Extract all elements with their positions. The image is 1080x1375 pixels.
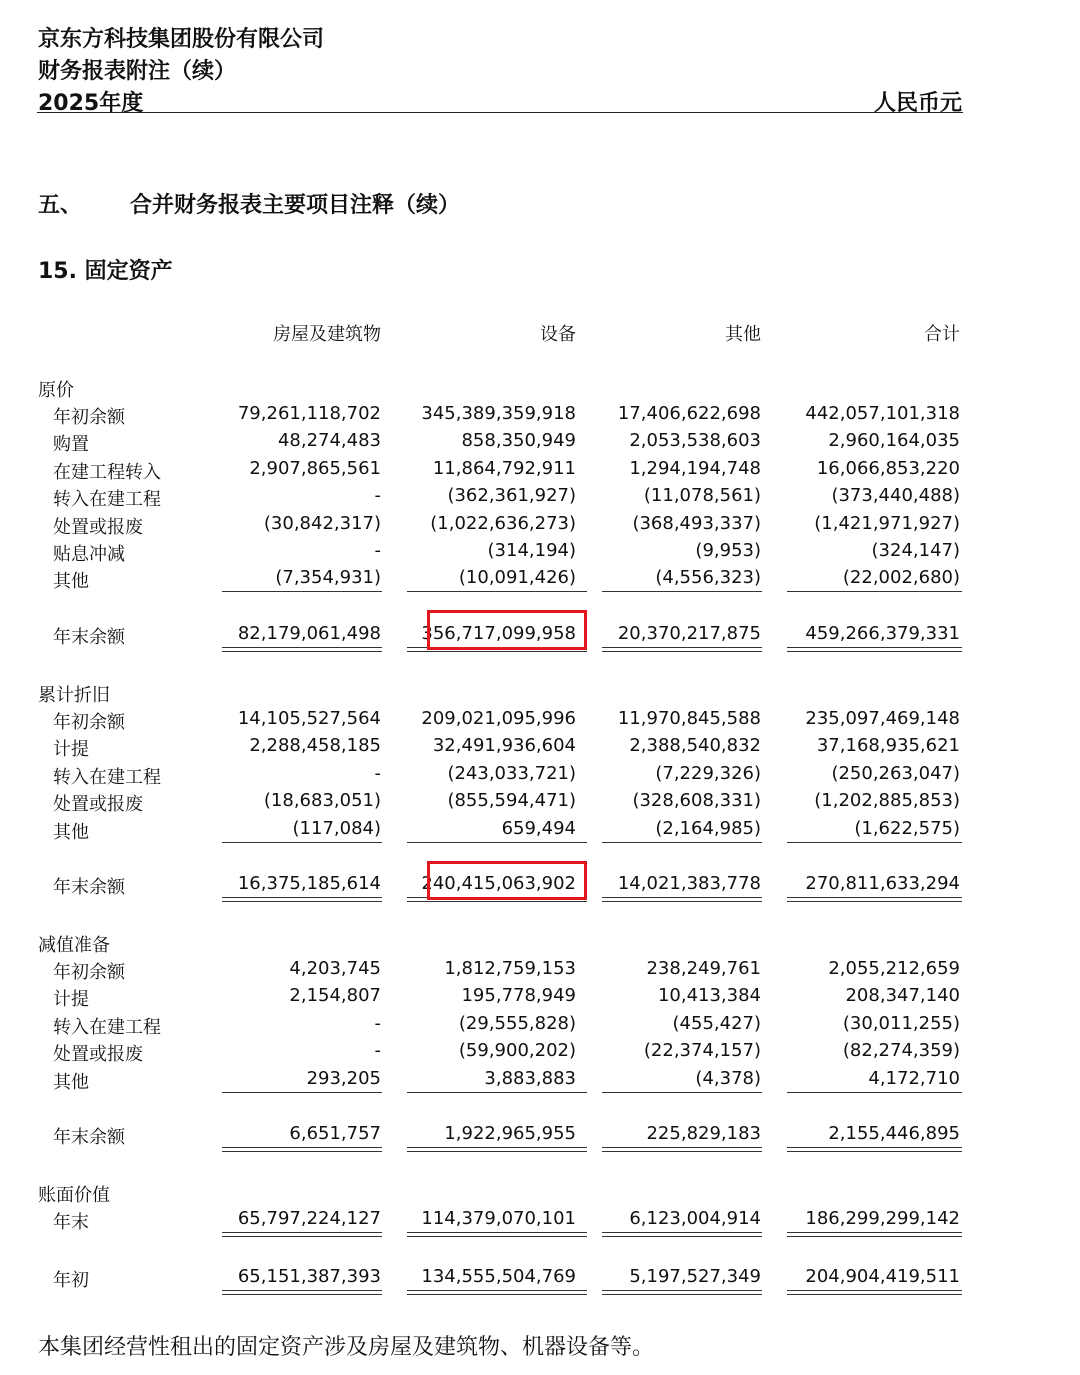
highlight-box-cost-equipment — [427, 610, 587, 650]
cell-equipment: 209,021,095,996 — [421, 708, 576, 729]
cell-equipment: 240,415,063,902 — [421, 873, 576, 894]
cell-other: (328,608,331) — [632, 790, 761, 811]
cell-total: (1,202,885,853) — [814, 790, 960, 811]
total-double-rule — [222, 1290, 382, 1295]
cell-buildings: 79,261,118,702 — [237, 403, 381, 424]
row-label: 处置或报废 — [53, 794, 143, 815]
total-double-rule — [787, 1290, 962, 1295]
company-name: 京东方科技集团股份有限公司 — [38, 27, 325, 52]
cell-other: 5,197,527,349 — [629, 1266, 761, 1287]
cell-total: (1,622,575) — [854, 818, 960, 839]
cell-equipment: (314,194) — [487, 540, 576, 561]
row-label: 其他 — [53, 571, 89, 592]
cell-other: (4,556,323) — [655, 567, 761, 588]
cell-other: (4,378) — [695, 1068, 761, 1089]
column-header-equipment: 设备 — [540, 324, 576, 345]
section-title: 合并财务报表主要项目注释（续） — [130, 193, 461, 218]
cell-other: 11,970,845,588 — [617, 708, 761, 729]
cell-total: 2,155,446,895 — [828, 1123, 960, 1144]
cell-total: 270,811,633,294 — [805, 873, 960, 894]
highlight-box-depreciation-equipment — [427, 861, 587, 900]
cell-other: 2,053,538,603 — [629, 430, 761, 451]
row-label: 计提 — [53, 739, 89, 760]
subtotal-rule — [602, 591, 762, 592]
cell-other: (455,427) — [672, 1013, 761, 1034]
cell-equipment: 858,350,949 — [461, 430, 576, 451]
total-double-rule — [407, 1147, 587, 1152]
subtotal-rule — [407, 842, 587, 843]
cell-total: (373,440,488) — [831, 485, 960, 506]
row-label: 年末 — [53, 1212, 89, 1233]
cell-total: 2,960,164,035 — [828, 430, 960, 451]
row-label: 转入在建工程 — [53, 767, 161, 788]
row-label: 年末余额 — [53, 877, 125, 898]
cell-equipment: (243,033,721) — [447, 763, 576, 784]
row-label: 年末余额 — [53, 1127, 125, 1148]
total-double-rule — [407, 1232, 587, 1237]
cell-equipment: (59,900,202) — [458, 1040, 576, 1061]
cell-total: (1,421,971,927) — [814, 513, 960, 534]
cell-buildings: 4,203,745 — [289, 958, 381, 979]
row-label: 转入在建工程 — [53, 1017, 161, 1038]
cell-other: 10,413,384 — [657, 985, 761, 1006]
subtotal-rule — [787, 1092, 962, 1093]
row-label: 年初余额 — [53, 712, 125, 733]
row-label: 购置 — [53, 434, 89, 455]
cell-buildings: - — [374, 763, 381, 784]
row-label: 其他 — [53, 1072, 89, 1093]
column-header-other: 其他 — [725, 324, 761, 345]
section-number: 五、 — [38, 193, 83, 218]
total-double-rule — [222, 897, 382, 902]
cell-buildings: (7,354,931) — [275, 567, 381, 588]
cell-total: 459,266,379,331 — [805, 623, 960, 644]
total-double-rule — [787, 647, 962, 652]
cell-other: (9,953) — [695, 540, 761, 561]
cell-buildings: 65,151,387,393 — [237, 1266, 381, 1287]
subtotal-rule — [222, 1092, 382, 1093]
row-label: 计提 — [53, 989, 89, 1010]
cell-buildings: 65,797,224,127 — [237, 1208, 381, 1229]
cell-equipment: 3,883,883 — [484, 1068, 576, 1089]
total-double-rule — [602, 1232, 762, 1237]
cell-other: (7,229,326) — [655, 763, 761, 784]
cell-other: 20,370,217,875 — [617, 623, 761, 644]
cell-buildings: (117,084) — [292, 818, 381, 839]
total-double-rule — [222, 1147, 382, 1152]
total-double-rule — [222, 647, 382, 652]
cell-equipment: 659,494 — [501, 818, 576, 839]
cell-buildings: - — [374, 1040, 381, 1061]
total-double-rule — [222, 1232, 382, 1237]
group-title-depreciation: 累计折旧 — [38, 685, 110, 706]
cell-total: 37,168,935,621 — [816, 735, 960, 756]
report-period: 2025年度 — [38, 91, 144, 116]
section-heading — [38, 188, 460, 219]
row-label: 转入在建工程 — [53, 489, 161, 510]
row-label: 在建工程转入 — [53, 462, 161, 483]
cell-other: (22,374,157) — [643, 1040, 761, 1061]
cell-total: (30,011,255) — [842, 1013, 960, 1034]
total-double-rule — [787, 1232, 962, 1237]
row-label: 其他 — [53, 822, 89, 843]
subtotal-rule — [407, 1092, 587, 1093]
cell-equipment: 1,922,965,955 — [444, 1123, 576, 1144]
subtotal-rule — [602, 1092, 762, 1093]
total-double-rule — [602, 1147, 762, 1152]
cell-total: (22,002,680) — [842, 567, 960, 588]
row-label: 年末余额 — [53, 627, 125, 648]
currency-unit: 人民币元 — [873, 91, 962, 116]
cell-other: 238,249,761 — [646, 958, 761, 979]
cell-buildings: 2,154,807 — [289, 985, 381, 1006]
row-label: 年初余额 — [53, 962, 125, 983]
cell-buildings: 293,205 — [306, 1068, 381, 1089]
row-label: 年初 — [53, 1270, 89, 1291]
group-title-book-value: 账面价值 — [38, 1185, 110, 1206]
cell-total: 186,299,299,142 — [805, 1208, 960, 1229]
cell-other: (11,078,561) — [643, 485, 761, 506]
total-double-rule — [787, 1147, 962, 1152]
cell-other: (368,493,337) — [632, 513, 761, 534]
total-double-rule — [602, 1290, 762, 1295]
subtotal-rule — [602, 842, 762, 843]
cell-equipment: 32,491,936,604 — [432, 735, 576, 756]
cell-buildings: - — [374, 540, 381, 561]
header-rule — [37, 112, 963, 113]
column-header-buildings: 房屋及建筑物 — [273, 324, 381, 345]
cell-other: 225,829,183 — [646, 1123, 761, 1144]
cell-equipment: (29,555,828) — [458, 1013, 576, 1034]
cell-other: (2,164,985) — [655, 818, 761, 839]
cell-other: 1,294,194,748 — [629, 458, 761, 479]
cell-total: 4,172,710 — [868, 1068, 960, 1089]
cell-total: 208,347,140 — [845, 985, 960, 1006]
row-label: 处置或报废 — [53, 517, 143, 538]
subtotal-rule — [222, 591, 382, 592]
cell-buildings: - — [374, 485, 381, 506]
cell-buildings: 82,179,061,498 — [237, 623, 381, 644]
cell-buildings: - — [374, 1013, 381, 1034]
cell-buildings: 2,907,865,561 — [249, 458, 381, 479]
cell-total: (324,147) — [871, 540, 960, 561]
cell-total: (82,274,359) — [842, 1040, 960, 1061]
cell-equipment: 11,864,792,911 — [432, 458, 576, 479]
column-header-total: 合计 — [924, 324, 960, 345]
total-double-rule — [407, 1290, 587, 1295]
cell-equipment: 195,778,949 — [461, 985, 576, 1006]
total-double-rule — [602, 647, 762, 652]
cell-equipment: 356,717,099,958 — [421, 623, 576, 644]
document-title: 财务报表附注（续） — [38, 59, 237, 84]
cell-other: 14,021,383,778 — [617, 873, 761, 894]
subsection-heading: 15. 固定资产 — [38, 259, 173, 284]
subtotal-rule — [787, 591, 962, 592]
cell-equipment: 134,555,504,769 — [421, 1266, 576, 1287]
cell-buildings: (18,683,051) — [263, 790, 381, 811]
cell-total: 16,066,853,220 — [816, 458, 960, 479]
row-label: 贴息冲减 — [53, 544, 125, 565]
subtotal-rule — [222, 842, 382, 843]
cell-equipment: (855,594,471) — [447, 790, 576, 811]
cell-total: 442,057,101,318 — [805, 403, 960, 424]
cell-equipment: (10,091,426) — [458, 567, 576, 588]
row-label: 年初余额 — [53, 407, 125, 428]
cell-equipment: 114,379,070,101 — [421, 1208, 576, 1229]
total-double-rule — [602, 897, 762, 902]
row-label: 处置或报废 — [53, 1044, 143, 1065]
cell-total: (250,263,047) — [831, 763, 960, 784]
cell-buildings: 48,274,483 — [277, 430, 381, 451]
cell-other: 6,123,004,914 — [629, 1208, 761, 1229]
subtotal-rule — [407, 591, 587, 592]
cell-equipment: (1,022,636,273) — [430, 513, 576, 534]
cell-equipment: (362,361,927) — [447, 485, 576, 506]
cell-other: 17,406,622,698 — [617, 403, 761, 424]
cell-other: 2,388,540,832 — [629, 735, 761, 756]
cell-total: 235,097,469,148 — [805, 708, 960, 729]
subtotal-rule — [787, 842, 962, 843]
cell-buildings: 16,375,185,614 — [237, 873, 381, 894]
footnote: 本集团经营性租出的固定资产涉及房屋及建筑物、机器设备等。 — [38, 1335, 655, 1360]
cell-equipment: 1,812,759,153 — [444, 958, 576, 979]
group-title-cost: 原价 — [38, 380, 74, 401]
cell-buildings: 2,288,458,185 — [249, 735, 381, 756]
cell-total: 2,055,212,659 — [828, 958, 960, 979]
total-double-rule — [787, 897, 962, 902]
group-title-impairment: 减值准备 — [38, 935, 110, 956]
cell-buildings: 14,105,527,564 — [237, 708, 381, 729]
cell-buildings: (30,842,317) — [263, 513, 381, 534]
cell-equipment: 345,389,359,918 — [421, 403, 576, 424]
cell-buildings: 6,651,757 — [289, 1123, 381, 1144]
cell-total: 204,904,419,511 — [805, 1266, 960, 1287]
